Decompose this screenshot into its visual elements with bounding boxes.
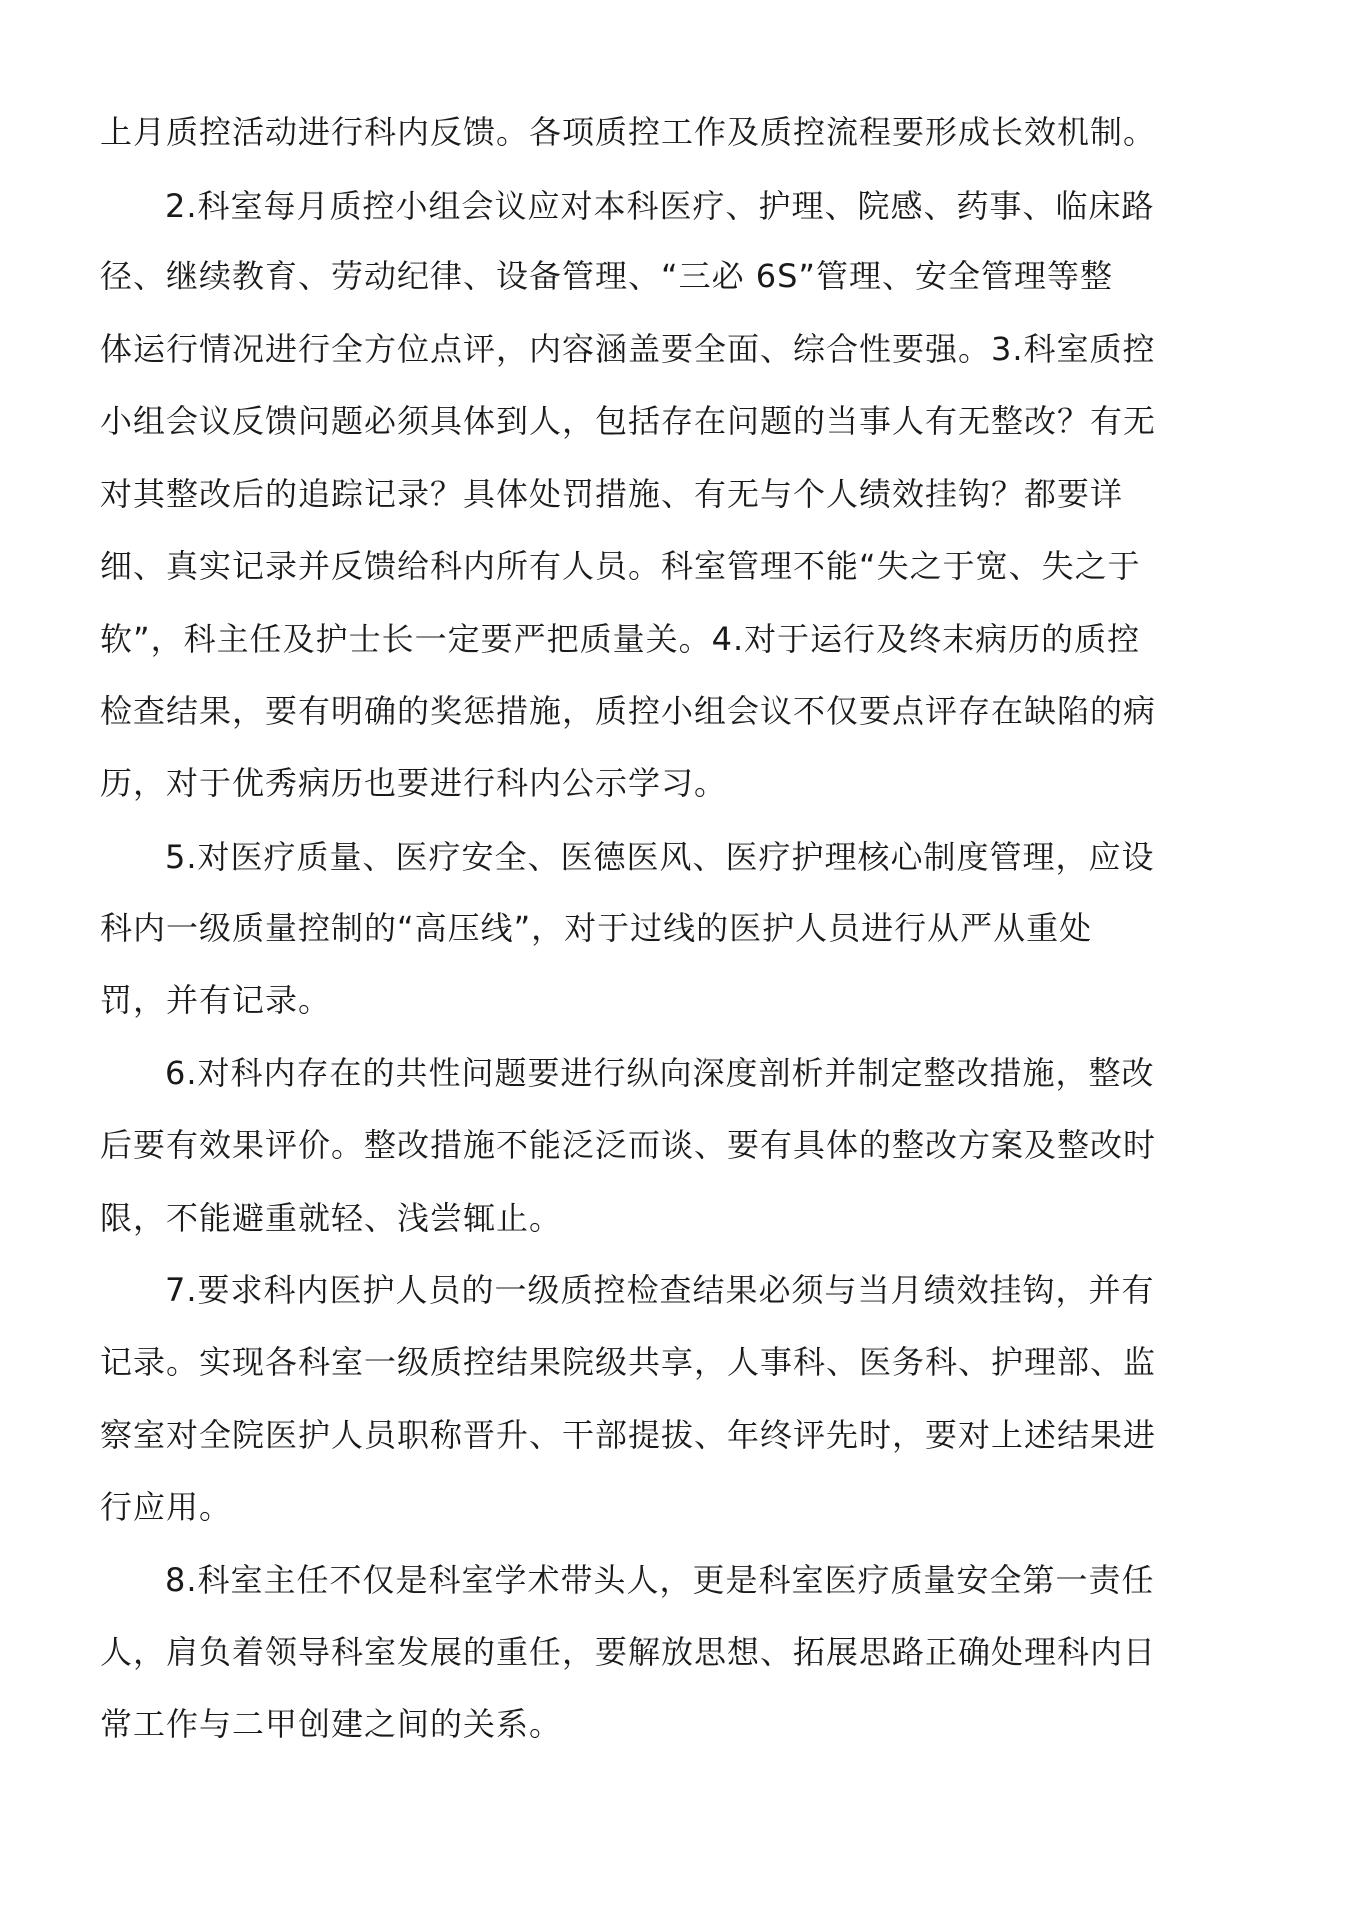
text-line-21: 8.科室主任不仅是科室学术带头人，更是科室医疗质量安全第一责任 xyxy=(165,1561,1155,1599)
text-line-17: 7.要求科内医护人员的一级质控检查结果必须与当月绩效挂钩，并有 xyxy=(165,1271,1155,1309)
text-line-16: 限，不能避重就轻、浅尝辄止。 xyxy=(100,1199,563,1237)
text-line-7: 细、真实记录并反馈给科内所有人员。科室管理不能“失之于宽、失之于 xyxy=(100,547,1141,585)
text-line-19: 察室对全院医护人员职称晋升、干部提拔、年终评先时，要对上述结果进 xyxy=(100,1416,1157,1454)
text-line-22: 人，肩负着领导科室发展的重任，要解放思想、拓展思路正确处理科内日 xyxy=(100,1633,1157,1671)
text-line-5: 小组会议反馈问题必须具体到人，包括存在问题的当事人有无整改？有无 xyxy=(100,402,1157,440)
text-line-2: 2.科室每月质控小组会议应对本科医疗、护理、院感、药事、临床路 xyxy=(165,187,1155,225)
text-line-13: 罚，并有记录。 xyxy=(100,981,332,1019)
text-line-14: 6.对科内存在的共性问题要进行纵向深度剖析并制定整改措施，整改 xyxy=(165,1054,1155,1092)
text-line-6: 对其整改后的追踪记录？具体处罚措施、有无与个人绩效挂钩？都要详 xyxy=(100,475,1124,513)
text-line-3: 径、继续教育、劳动纪律、设备管理、“三必 6S”管理、安全管理等整 xyxy=(100,257,1114,295)
text-line-9: 检查结果，要有明确的奖惩措施，质控小组会议不仅要点评存在缺陷的病 xyxy=(100,692,1157,730)
text-line-8: 软”，科主任及护士长一定要严把质量关。4.对于运行及终末病历的质控 xyxy=(100,620,1141,658)
text-line-10: 历，对于优秀病历也要进行科内公示学习。 xyxy=(100,764,728,802)
text-line-20: 行应用。 xyxy=(100,1488,233,1526)
text-line-23: 常工作与二甲创建之间的关系。 xyxy=(100,1705,563,1743)
text-line-15: 后要有效果评价。整改措施不能泛泛而谈、要有具体的整改方案及整改时 xyxy=(100,1126,1157,1164)
text-line-4: 体运行情况进行全方位点评，内容涵盖要全面、综合性要强。3.科室质控 xyxy=(100,330,1156,368)
text-line-11: 5.对医疗质量、医疗安全、医德医风、医疗护理核心制度管理，应设 xyxy=(165,838,1155,876)
text-line-12: 科内一级质量控制的“高压线”，对于过线的医护人员进行从严从重处 xyxy=(100,909,1093,947)
text-line-1: 上月质控活动进行科内反馈。各项质控工作及质控流程要形成长效机制。 xyxy=(100,113,1157,151)
text-line-18: 记录。实现各科室一级质控结果院级共享，人事科、医务科、护理部、监 xyxy=(100,1343,1157,1381)
